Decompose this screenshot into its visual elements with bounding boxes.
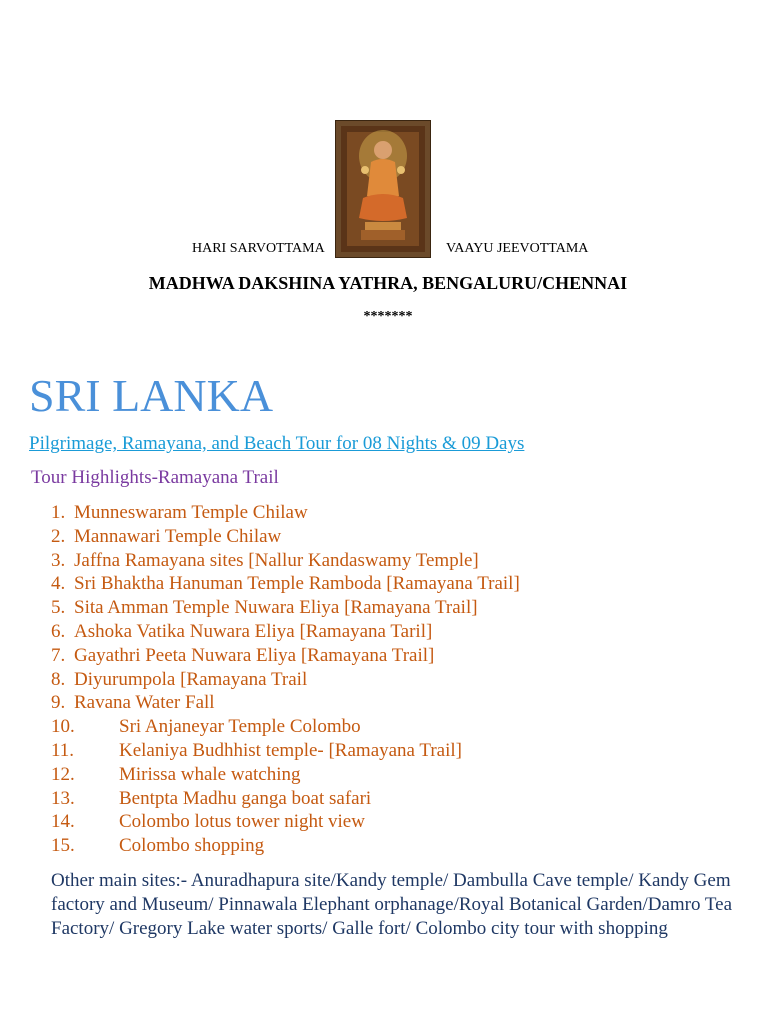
list-item [51,810,520,834]
list-item-number: 1. [51,502,66,523]
highlights-title: Tour Highlights-Ramayana Trail [31,467,279,488]
list-item-text: Colombo lotus tower night view [119,811,365,833]
list-item-text: Kelaniya Budhhist temple- [Ramayana Trail] [119,739,462,761]
list-item-number: 6. [51,620,66,642]
tour-link[interactable]: Pilgrimage, Ramayana, and Beach Tour for 08 Nights & 09 Days [29,433,525,454]
highlights-list [51,501,520,858]
list-item [51,834,520,858]
list-item-text: Jaffna Ramayana sites [Nallur Kandaswamy Temple] [74,549,479,571]
deity-portrait-illustration [341,126,425,252]
list-item [51,715,520,739]
list-item-text: Diyurumpola [Ramayana Trail [74,668,308,690]
list-item [51,739,520,763]
list-item-text: Ashoka Vatika Nuwara Eliya [Ramayana Taril] [74,620,433,642]
list-item-text: Ravana Water Fall [74,692,215,714]
list-item-text: Mirissa whale watching [119,763,301,785]
list-item [51,549,520,573]
list-item-text: Sri Anjaneyar Temple Colombo [119,716,361,738]
list-item-text: Sita Amman Temple Nuwara Eliya [Ramayana Trail] [74,597,478,619]
list-item-text: Munneswaram Temple Chilaw [74,502,308,523]
list-item-text: Colombo shopping [119,835,265,857]
list-item-number: 14. [51,811,75,833]
list-item [51,525,520,549]
deity-portrait-image [336,121,430,257]
list-item-number: 3. [51,549,66,571]
list-item-number: 13. [51,787,75,809]
list-item-text: Sri Bhaktha Hanuman Temple Ramboda [Ramayana Trail] [74,573,520,595]
list-item [51,501,520,525]
list-item [51,572,520,596]
list-item [51,787,520,811]
list-item-number: 12. [51,763,75,785]
list-item-number: 8. [51,668,66,690]
list-item [51,691,520,715]
list-item-number: 7. [51,644,66,666]
list-item-number: 2. [51,525,66,547]
right-motto: VAAYU JEEVOTTAMA [446,241,589,256]
list-item [51,620,520,644]
separator: ******* [363,309,413,324]
list-item [51,644,520,668]
left-motto: HARI SARVOTTAMA [192,241,325,256]
list-item-text: Bentpta Madhu ganga boat safari [119,787,372,809]
list-item-number: 11. [51,739,75,761]
list-item-number: 4. [51,573,66,595]
list-item [51,668,520,692]
country-heading: SRI LANKA [29,370,274,421]
yatra-title: MADHWA DAKSHINA YATHRA, BENGALURU/CHENNAI [148,273,628,293]
list-item-text: Gayathri Peeta Nuwara Eliya [Ramayana Trail] [74,644,435,666]
list-item-number: 10. [51,716,75,738]
list-item-number: 5. [51,597,66,619]
list-item-number: 9. [51,692,66,714]
list-item [51,763,520,787]
list-item [51,596,520,620]
other-sites-paragraph: Other main sites:- Anuradhapura site/Kandy temple/ Dambulla Cave temple/ Kandy Gem factory and Museum/ Pinnawala Elephant orphanage/Royal Botanical Garden/Damro Tea Factory/ Gregory Lake water sports/ Galle fort/ Colombo city tour with shopping [51,870,733,939]
list-item-text: Mannawari Temple Chilaw [74,525,282,547]
list-item-number: 15. [51,835,75,857]
